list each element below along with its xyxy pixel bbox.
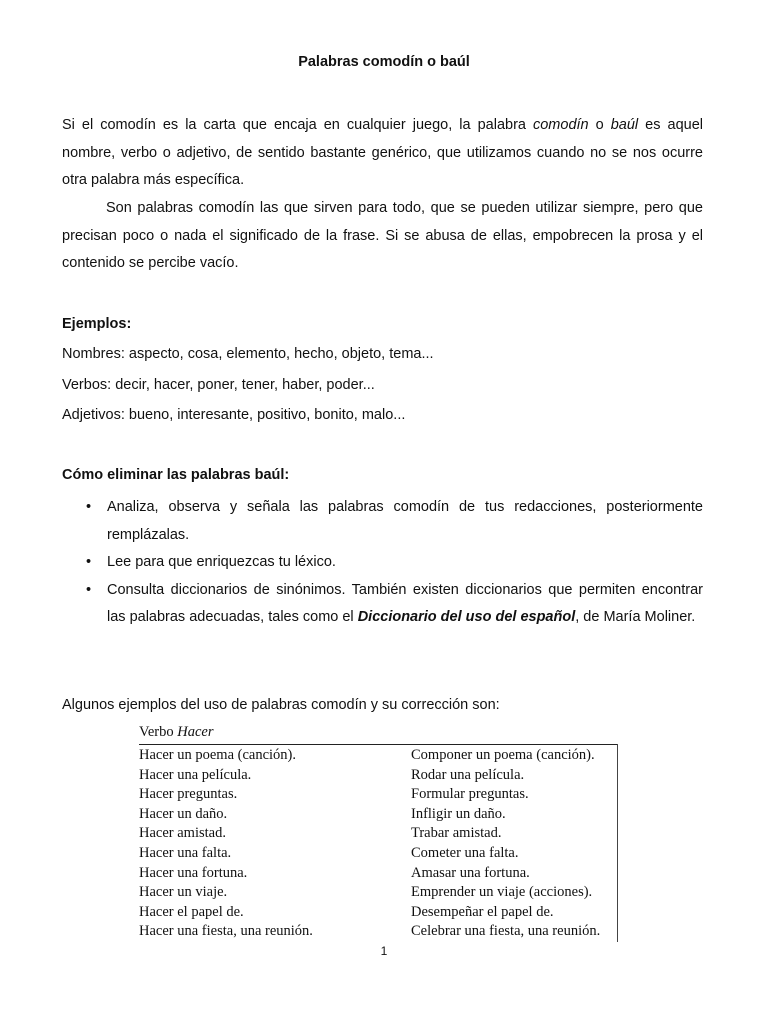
table-cell-correction: Formular preguntas.: [411, 786, 529, 803]
list-item: [62, 549, 703, 577]
bullet-icon: •: [86, 554, 92, 570]
table-cell-original: Hacer preguntas.: [139, 786, 238, 803]
intro-text-conjunction: o: [588, 117, 611, 133]
caption-prefix: Verbo: [139, 724, 178, 740]
table-cell-original: Hacer un poema (canción).: [139, 747, 297, 763]
table-caption: [139, 724, 214, 741]
table-row: [139, 746, 618, 766]
table-row: [139, 922, 618, 942]
table-row: [139, 824, 618, 844]
table-cell-original: Hacer el papel de.: [139, 903, 244, 920]
second-paragraph: Son palabras comodín las que sirven para todo, que se pueden utilizar siempre, pero que precisan poco o nada el significado de la frase. Si se abusa de ellas, empobrecen la prosa y el contenido se percibe vacío.: [62, 200, 703, 271]
intro-text-end: es aquel nombre, verbo o adjetivo, de sentido bastante genérico, que utilizamos cuando no se nos ocurre otra palabra más específica.: [62, 117, 703, 188]
examples-table: [139, 724, 618, 942]
table-row: [139, 805, 618, 825]
tip-text: Analiza, observa y señala las palabras comodín de tus redacciones, posteriormente remplázalas.: [107, 499, 703, 543]
table-cell-original: Hacer un daño.: [139, 805, 228, 822]
intro-paragraph: [62, 112, 703, 195]
table-row: [139, 864, 618, 884]
bullet-icon: •: [86, 581, 92, 598]
document-title: Palabras comodín o baúl: [298, 54, 470, 70]
caption-verb: Hacer: [177, 724, 214, 740]
dictionary-title: Diccionario del uso del español: [357, 609, 576, 625]
table-top-rule: [139, 744, 618, 745]
tips-list: [62, 494, 703, 632]
table-cell-correction: Infligir un daño.: [411, 805, 506, 822]
table-cell-correction: Cometer una falta.: [411, 844, 519, 861]
table-cell-original: Hacer una falta.: [139, 844, 232, 861]
table-cell-correction: Emprender un viaje (acciones).: [411, 884, 593, 901]
list-item: [62, 494, 703, 549]
table-intro: Algunos ejemplos del uso de palabras comodín y su corrección son:: [62, 697, 500, 713]
table-cell-correction: Trabar amistad.: [411, 825, 502, 842]
table-row: [139, 785, 618, 805]
term-baul: baúl: [610, 117, 639, 133]
table-row: [139, 766, 618, 786]
term-comodin: comodín: [532, 117, 589, 133]
table-cell-correction: Celebrar una fiesta, una reunión.: [411, 923, 601, 940]
intro-text-start: Si el comodín es la carta que encaja en cualquier juego, la palabra: [62, 117, 533, 133]
list-item: [62, 577, 703, 632]
page-number: 1: [380, 944, 388, 958]
bullet-icon: •: [86, 499, 92, 515]
table-cell-original: Hacer una fiesta, una reunión.: [139, 923, 313, 940]
table-row: [139, 883, 618, 903]
examples-adjectives: Adjetivos: bueno, interesante, positivo, bonito, malo...: [62, 407, 406, 423]
examples-heading: Ejemplos:: [62, 316, 132, 332]
table-cell-original: Hacer una fortuna.: [139, 864, 248, 881]
tip-text-start: Consulta diccionarios de sinónimos. También existen diccionarios que permiten encontrar las palabras adecuadas, tales como el: [107, 581, 703, 625]
table-cell-correction: Desempeñar el papel de.: [411, 903, 554, 920]
table-cell-original: Hacer un viaje.: [139, 884, 228, 901]
table-row: [139, 903, 618, 923]
eliminate-heading: Cómo eliminar las palabras baúl:: [62, 467, 290, 483]
table-cell-original: Hacer una película.: [139, 766, 252, 783]
table-row: [139, 844, 618, 864]
table-body: [139, 746, 618, 942]
table-cell-correction: Rodar una película.: [411, 766, 525, 783]
tip-text: Lee para que enriquezcas tu léxico.: [107, 554, 336, 570]
examples-verbs: Verbos: decir, hacer, poner, tener, haber, poder...: [62, 377, 375, 393]
table-cell-correction: Componer un poema (canción).: [411, 747, 595, 763]
table-cell-original: Hacer amistad.: [139, 825, 226, 842]
tip-text-end: , de María Moliner.: [575, 609, 696, 625]
examples-nouns: Nombres: aspecto, cosa, elemento, hecho, objeto, tema...: [62, 346, 434, 362]
table-cell-correction: Amasar una fortuna.: [411, 864, 530, 881]
